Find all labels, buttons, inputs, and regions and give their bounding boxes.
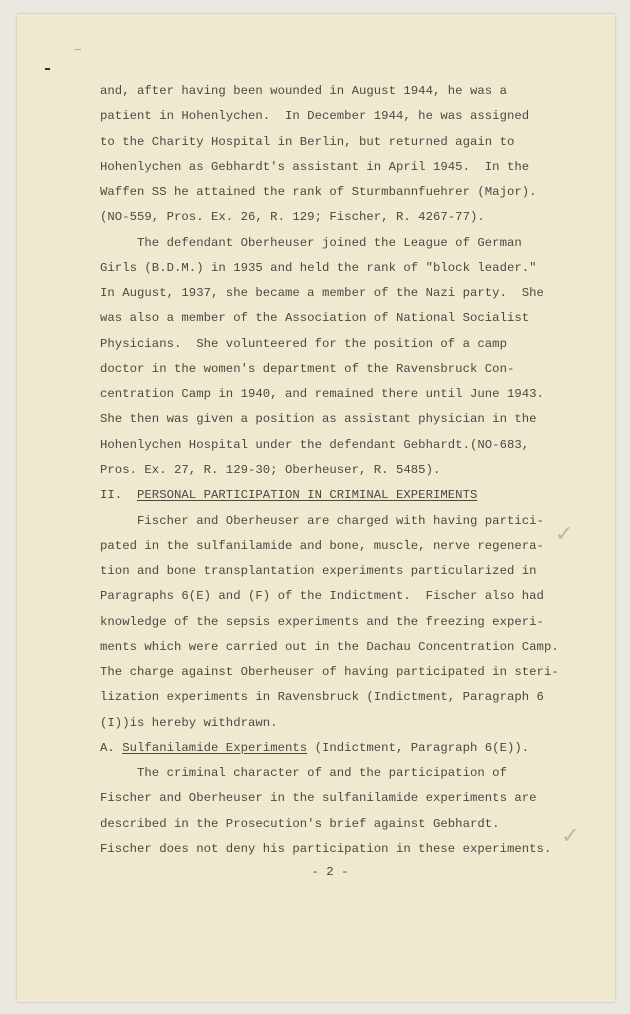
- text-line: Paragraphs 6(E) and (F) of the Indictment. Fischer also had: [100, 589, 544, 604]
- subsection-letter: A.: [100, 740, 123, 755]
- document-body: [100, 79, 600, 882]
- text-line: Girls (B.D.M.) in 1935 and held the rank of "block leader.": [100, 260, 537, 275]
- text-line: to the Charity Hospital in Berlin, but returned again to: [100, 134, 515, 149]
- text-line: was also a member of the Association of National Socialist: [100, 311, 530, 326]
- text-line: pated in the sulfanilamide and bone, muscle, nerve regenera-: [100, 538, 544, 553]
- text-line: Pros. Ex. 27, R. 129-30; Oberheuser, R. 5485).: [100, 462, 441, 477]
- margin-tick: [75, 49, 81, 50]
- margin-mark: [45, 68, 50, 70]
- subsection-reference: (Indictment, Paragraph 6(E)).: [307, 740, 530, 755]
- text-line: knowledge of the sepsis experiments and the freezing experi-: [100, 614, 544, 629]
- text-line: centration Camp in 1940, and remained there until June 1943.: [100, 387, 544, 402]
- text-line: Fischer and Oberheuser in the sulfanilamide experiments are: [100, 791, 537, 806]
- text-line: patient in Hohenlychen. In December 1944, he was assigned: [100, 109, 530, 124]
- text-line: and, after having been wounded in August 1944, he was a: [100, 84, 507, 98]
- text-line: described in the Prosecution's brief against Gebhardt.: [100, 816, 500, 831]
- text-line: She then was given a position as assistant physician in the: [100, 412, 537, 427]
- text-line: The charge against Oberheuser of having participated in steri-: [100, 665, 559, 680]
- text-line: doctor in the women's department of the Ravensbruck Con-: [100, 361, 515, 376]
- text-line: tion and bone transplantation experiments particularized in: [100, 564, 537, 579]
- text-line: Hohenlychen Hospital under the defendant Gebhardt.(NO-683,: [100, 437, 530, 452]
- text-line: Fischer does not deny his participation in these experiments.: [100, 841, 552, 856]
- check-mark-icon: ✓: [561, 824, 580, 849]
- text-line: Fischer and Oberheuser are charged with having partici-: [100, 513, 544, 528]
- subsection-heading: Sulfanilamide Experiments: [122, 740, 308, 755]
- check-mark-icon: ✓: [555, 522, 574, 547]
- section-heading-line: [100, 483, 600, 508]
- text-line: In August, 1937, she became a member of the Nazi party. She: [100, 286, 544, 301]
- text-line: Waffen SS he attained the rank of Sturmbannfuehrer (Major).: [100, 185, 537, 200]
- text-line: (NO-559, Pros. Ex. 26, R. 129; Fischer, R. 4267-77).: [100, 210, 485, 225]
- subsection-heading-line: [100, 736, 600, 761]
- text-line: The criminal character of and the participation of: [100, 766, 507, 781]
- document-page: [17, 14, 615, 1002]
- section-heading: PERSONAL PARTICIPATION IN CRIMINAL EXPERIMENTS: [137, 488, 478, 503]
- section-number: II.: [100, 488, 137, 503]
- text-line: Physicians. She volunteered for the position of a camp: [100, 336, 507, 351]
- text-line: Hohenlychen as Gebhardt's assistant in April 1945. In the: [100, 159, 530, 174]
- text-line: The defendant Oberheuser joined the League of German: [100, 235, 522, 250]
- page-number: - 2 -: [311, 865, 349, 880]
- text-line: lization experiments in Ravensbruck (Indictment, Paragraph 6: [100, 690, 544, 705]
- text-line: (I))is hereby withdrawn.: [100, 715, 278, 730]
- text-line: ments which were carried out in the Dachau Concentration Camp.: [100, 639, 559, 654]
